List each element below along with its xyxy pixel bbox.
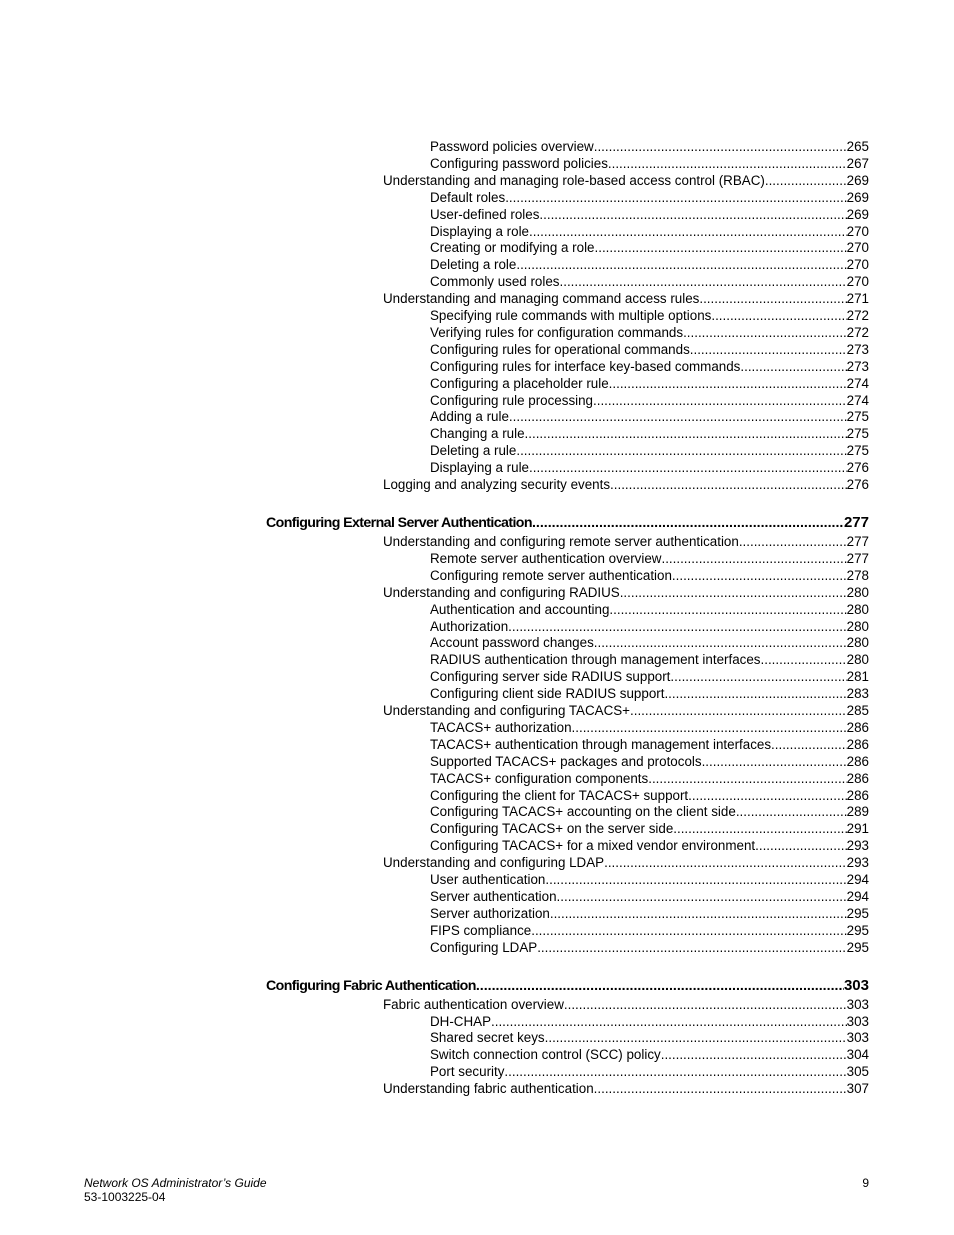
toc-entry-page: 307 bbox=[846, 1081, 869, 1097]
toc-dot-leader bbox=[529, 223, 847, 240]
toc-entry-title: Supported TACACS+ packages and protocols bbox=[430, 753, 702, 769]
toc-entry-title: Configuring server side RADIUS support bbox=[430, 669, 671, 685]
toc-entry[interactable] bbox=[430, 668, 869, 685]
toc-entry[interactable] bbox=[430, 922, 869, 939]
toc-dot-leader bbox=[545, 871, 846, 888]
toc-entry[interactable] bbox=[430, 567, 869, 584]
toc-entry[interactable] bbox=[430, 651, 869, 668]
toc-entry-page: 286 bbox=[846, 736, 869, 752]
toc-entry-page: 293 bbox=[846, 855, 869, 871]
toc-dot-leader bbox=[604, 854, 847, 871]
toc-entry-page: 304 bbox=[846, 1047, 869, 1063]
toc-dot-leader bbox=[711, 307, 846, 324]
toc-dot-leader bbox=[594, 634, 847, 651]
toc-entry-page: 278 bbox=[846, 567, 869, 583]
toc-entry[interactable] bbox=[430, 753, 869, 770]
toc-entry-page: 271 bbox=[846, 291, 869, 307]
toc-dot-leader bbox=[670, 668, 846, 685]
toc-dot-leader bbox=[648, 770, 846, 787]
toc-dot-leader bbox=[609, 375, 847, 392]
toc-entry[interactable] bbox=[430, 736, 869, 753]
toc-entry-page: 303 bbox=[846, 1030, 869, 1046]
toc-entry[interactable] bbox=[430, 341, 869, 358]
toc-entry-page: 272 bbox=[846, 324, 869, 340]
toc-dot-leader bbox=[594, 1080, 847, 1097]
toc-entry[interactable] bbox=[430, 837, 869, 854]
toc-entry-page: 286 bbox=[846, 770, 869, 786]
toc-entry[interactable] bbox=[383, 854, 869, 871]
toc-entry-title: Default roles bbox=[430, 189, 506, 205]
toc-entry-title: Configuring LDAP bbox=[430, 939, 538, 955]
toc-entry-title: Configuring rule processing bbox=[430, 392, 594, 408]
toc-entry[interactable] bbox=[430, 871, 869, 888]
toc-entry-title: TACACS+ authorization bbox=[430, 719, 572, 735]
toc-dot-leader bbox=[688, 787, 847, 804]
toc-entry-page: 267 bbox=[846, 155, 869, 171]
toc-entry[interactable] bbox=[430, 770, 869, 787]
toc-entry[interactable] bbox=[383, 533, 869, 550]
toc-entry-page: 281 bbox=[846, 669, 869, 685]
toc-entry-page: 276 bbox=[846, 460, 869, 476]
toc-dot-leader bbox=[572, 719, 847, 736]
toc-entry-title: Configuring Fabric Authentication bbox=[266, 977, 476, 994]
toc-entry-page: 275 bbox=[846, 426, 869, 442]
toc-entry-title: Server authentication bbox=[430, 888, 557, 904]
toc-dot-leader bbox=[736, 803, 847, 820]
toc-entry-title: Verifying rules for configuration commands bbox=[430, 324, 684, 340]
toc-entry[interactable] bbox=[430, 719, 869, 736]
toc-entry-title: User authentication bbox=[430, 872, 546, 887]
toc-dot-leader bbox=[557, 888, 847, 905]
toc-entry[interactable] bbox=[430, 307, 869, 324]
toc-entry-title: Configuring a placeholder rule bbox=[430, 375, 609, 391]
toc-entry[interactable] bbox=[430, 392, 869, 409]
toc-entry-page: 294 bbox=[846, 872, 869, 887]
toc-dot-leader bbox=[594, 138, 847, 155]
toc-entry[interactable] bbox=[430, 206, 869, 223]
toc-entry[interactable] bbox=[430, 634, 869, 651]
toc-entry-page: 303 bbox=[846, 1013, 869, 1029]
toc-dot-leader bbox=[761, 651, 847, 668]
toc-entry[interactable] bbox=[383, 584, 869, 601]
toc-entry[interactable] bbox=[383, 702, 869, 719]
toc-dot-leader bbox=[672, 567, 847, 584]
toc-entry-title: Displaying a rule bbox=[430, 460, 529, 476]
toc-entry-page: 291 bbox=[846, 821, 869, 837]
toc-entry-title: Configuring remote server authentication bbox=[430, 567, 672, 583]
toc-entry-page: 280 bbox=[846, 635, 869, 651]
toc-entry-page: 277 bbox=[843, 514, 869, 531]
toc-entry[interactable] bbox=[430, 459, 869, 476]
toc-entry[interactable] bbox=[430, 273, 869, 290]
toc-dot-leader bbox=[755, 837, 847, 854]
toc-dot-leader bbox=[690, 341, 847, 358]
toc-entry[interactable] bbox=[383, 290, 869, 307]
toc-entry-title: DH-CHAP bbox=[430, 1013, 492, 1029]
toc-entry-title: User-defined roles bbox=[430, 206, 540, 222]
toc-entry-title: Authorization bbox=[430, 618, 509, 634]
toc-dot-leader bbox=[504, 1063, 846, 1080]
toc-entry[interactable] bbox=[383, 996, 869, 1013]
toc-entry-page: 280 bbox=[846, 618, 869, 634]
toc-entry-page: 276 bbox=[846, 477, 869, 492]
toc-entry-title: Configuring password policies bbox=[430, 155, 608, 171]
toc-entry[interactable] bbox=[430, 442, 869, 459]
toc-dot-leader bbox=[516, 442, 846, 459]
toc-entry-title: Server authorization bbox=[430, 905, 550, 921]
toc-entry-page: 286 bbox=[846, 719, 869, 735]
toc-entry[interactable] bbox=[383, 1080, 869, 1097]
toc-entry-page: 293 bbox=[846, 838, 869, 854]
toc-entry[interactable] bbox=[430, 1063, 869, 1080]
toc-entry-title: Creating or modifying a role bbox=[430, 240, 595, 256]
toc-dot-leader bbox=[664, 685, 846, 702]
toc-entry-page: 295 bbox=[846, 905, 869, 921]
toc-entry-page: 270 bbox=[846, 257, 869, 273]
toc-dot-leader bbox=[531, 922, 846, 939]
toc-entry-title: Switch connection control (SCC) policy bbox=[430, 1047, 661, 1063]
toc-dot-leader bbox=[702, 753, 847, 770]
toc-entry[interactable] bbox=[383, 172, 869, 189]
toc-entry[interactable] bbox=[430, 425, 869, 442]
toc-entry-title: Logging and analyzing security events bbox=[383, 477, 611, 492]
toc-entry-page: 295 bbox=[846, 922, 869, 938]
toc-entry-page: 270 bbox=[846, 223, 869, 239]
toc-chapter-entry[interactable] bbox=[266, 977, 869, 995]
toc-entry-title: RADIUS authentication through management interfaces bbox=[430, 652, 761, 668]
toc-entry-title: Deleting a role bbox=[430, 257, 517, 273]
toc-entry-page: 280 bbox=[846, 601, 869, 617]
toc-dot-leader bbox=[529, 459, 847, 476]
toc-entry-page: 295 bbox=[846, 939, 869, 955]
toc-entry-page: 274 bbox=[846, 375, 869, 391]
toc-dot-leader bbox=[683, 324, 847, 341]
toc-entry[interactable] bbox=[430, 239, 869, 256]
toc-entry-title: Fabric authentication overview bbox=[383, 996, 564, 1012]
toc-entry-page: 277 bbox=[846, 550, 869, 566]
footer-doc-info bbox=[84, 1176, 267, 1204]
toc-entry-title: Configuring TACACS+ on the server side bbox=[430, 821, 674, 837]
toc-entry[interactable] bbox=[430, 905, 869, 922]
toc-entry-title: Configuring External Server Authentication bbox=[266, 515, 532, 531]
toc-entry-title: Shared secret keys bbox=[430, 1030, 545, 1046]
toc-entry-page: 265 bbox=[846, 139, 869, 154]
toc-entry-title: Configuring TACACS+ for a mixed vendor environment bbox=[430, 838, 756, 854]
toc-entry-page: 289 bbox=[846, 804, 869, 820]
toc-entry[interactable] bbox=[430, 803, 869, 820]
toc-entry[interactable] bbox=[430, 550, 869, 567]
toc-entry[interactable] bbox=[430, 1046, 869, 1063]
toc-dot-leader bbox=[771, 736, 847, 753]
toc-entry-page: 303 bbox=[843, 976, 869, 994]
toc-entry[interactable] bbox=[430, 820, 869, 837]
toc-entry-title: Password policies overview bbox=[430, 139, 594, 154]
toc-dot-leader bbox=[593, 392, 847, 409]
toc-entry-page: 272 bbox=[846, 308, 869, 323]
toc-entry[interactable] bbox=[430, 939, 869, 956]
toc-entry[interactable] bbox=[383, 476, 869, 493]
toc-entry-page: 280 bbox=[846, 652, 869, 668]
toc-entry[interactable] bbox=[430, 685, 869, 702]
toc-entry[interactable] bbox=[430, 189, 869, 206]
toc-entry-title: TACACS+ configuration components bbox=[430, 770, 649, 786]
toc-entry-page: 274 bbox=[846, 392, 869, 408]
toc-entry-page: 280 bbox=[846, 584, 869, 600]
toc-dot-leader bbox=[491, 1013, 847, 1030]
toc-dot-leader bbox=[739, 533, 847, 550]
toc-entry-title: Specifying rule commands with multiple options bbox=[430, 308, 712, 323]
toc-entry[interactable] bbox=[430, 1029, 869, 1046]
toc-entry[interactable] bbox=[430, 408, 869, 425]
toc-entry-title: FIPS compliance bbox=[430, 922, 532, 938]
toc-entry-title: Configuring TACACS+ accounting on the client side bbox=[430, 804, 736, 820]
toc-entry-page: 273 bbox=[846, 341, 869, 357]
toc-entry-page: 270 bbox=[846, 274, 869, 290]
toc-dot-leader bbox=[595, 239, 847, 256]
toc-dot-leader bbox=[630, 702, 847, 719]
toc-entry-page: 269 bbox=[846, 172, 869, 188]
toc-entry-page: 294 bbox=[846, 888, 869, 904]
toc-dot-leader bbox=[560, 273, 847, 290]
toc-entry[interactable] bbox=[430, 324, 869, 341]
toc-dot-leader bbox=[620, 584, 847, 601]
toc-dot-leader bbox=[509, 408, 847, 425]
toc-entry[interactable] bbox=[430, 375, 869, 392]
toc-entry-page: 305 bbox=[846, 1064, 869, 1080]
toc-entry-title: Authentication and accounting bbox=[430, 601, 610, 617]
toc-dot-leader bbox=[505, 189, 846, 206]
toc-dot-leader bbox=[550, 905, 847, 922]
toc-entry[interactable] bbox=[430, 155, 869, 172]
toc-entry[interactable] bbox=[430, 223, 869, 240]
toc-dot-leader bbox=[673, 820, 846, 837]
toc-entry-title: Configuring rules for interface key-based commands bbox=[430, 358, 741, 374]
toc-entry-title: Configuring the client for TACACS+ support bbox=[430, 787, 689, 803]
toc-entry[interactable] bbox=[430, 138, 869, 155]
toc-entry-page: 286 bbox=[846, 753, 869, 769]
toc-entry-page: 275 bbox=[846, 443, 869, 459]
toc-entry[interactable] bbox=[430, 358, 869, 375]
footer-doc-number: 53-1003225-04 bbox=[84, 1190, 166, 1204]
toc-dot-leader bbox=[532, 515, 844, 532]
toc-entry-title: Understanding and configuring TACACS+ bbox=[383, 703, 631, 718]
toc-entry[interactable] bbox=[430, 618, 869, 635]
toc-entry[interactable] bbox=[430, 787, 869, 804]
toc-dot-leader bbox=[740, 358, 846, 375]
toc-entry-page: 269 bbox=[846, 189, 869, 205]
toc-entry[interactable] bbox=[430, 1013, 869, 1030]
toc-entry-title: Configuring rules for operational commands bbox=[430, 341, 690, 357]
toc-dot-leader bbox=[516, 256, 846, 273]
toc-entry-title: Understanding fabric authentication bbox=[383, 1081, 594, 1097]
toc-entry-title: Changing a rule bbox=[430, 426, 525, 442]
toc-dot-leader bbox=[508, 618, 846, 635]
toc-dot-leader bbox=[609, 601, 846, 618]
toc-entry-page: 285 bbox=[846, 703, 869, 718]
footer-page-number: 9 bbox=[862, 1176, 869, 1190]
toc-entry-page: 277 bbox=[846, 534, 869, 549]
toc-entry[interactable] bbox=[430, 888, 869, 905]
toc-entry-page: 286 bbox=[846, 787, 869, 803]
toc-dot-leader bbox=[610, 476, 847, 493]
toc-entry-title: Account password changes bbox=[430, 635, 594, 651]
toc-dot-leader bbox=[699, 290, 846, 307]
toc-dot-leader bbox=[476, 978, 844, 995]
toc-dot-leader bbox=[539, 206, 846, 223]
toc-dot-leader bbox=[564, 996, 847, 1013]
toc-entry-page: 283 bbox=[846, 686, 869, 702]
toc-entry[interactable] bbox=[430, 256, 869, 273]
toc-entry-page: 270 bbox=[846, 240, 869, 256]
toc-dot-leader bbox=[525, 425, 847, 442]
toc-entry-title: Displaying a role bbox=[430, 223, 529, 239]
toc-dot-leader bbox=[608, 155, 847, 172]
toc-entry-title: Understanding and configuring LDAP bbox=[383, 855, 605, 871]
toc-entry-title: TACACS+ authentication through management interfaces bbox=[430, 736, 772, 752]
toc-entry[interactable] bbox=[430, 601, 869, 618]
toc-entry-page: 273 bbox=[846, 358, 869, 374]
toc-entry-title: Understanding and managing role-based access control (RBAC) bbox=[383, 172, 765, 188]
toc-entry-title: Commonly used roles bbox=[430, 274, 560, 290]
toc-entry-title: Understanding and configuring remote server authentication bbox=[383, 534, 739, 549]
toc-chapter-entry[interactable] bbox=[266, 514, 869, 532]
toc-dot-leader bbox=[545, 1029, 847, 1046]
toc-entry-title: Adding a rule bbox=[430, 409, 509, 425]
toc-dot-leader bbox=[765, 172, 847, 189]
toc-entry-page: 303 bbox=[846, 996, 869, 1012]
toc-dot-leader bbox=[661, 550, 846, 567]
toc-entry-title: Understanding and configuring RADIUS bbox=[383, 584, 620, 600]
toc-entry-title: Deleting a rule bbox=[430, 443, 517, 459]
toc-entry-page: 269 bbox=[846, 206, 869, 222]
footer-doc-title: Network OS Administrator’s Guide bbox=[84, 1176, 267, 1190]
toc-dot-leader bbox=[661, 1046, 847, 1063]
toc-entry-title: Port security bbox=[430, 1064, 505, 1080]
toc-dot-leader bbox=[537, 939, 846, 956]
toc-entry-title: Understanding and managing command access rules bbox=[383, 291, 700, 307]
toc-entry-title: Remote server authentication overview bbox=[430, 550, 662, 566]
toc-entry-page: 275 bbox=[846, 409, 869, 425]
toc-entry-title: Configuring client side RADIUS support bbox=[430, 686, 665, 702]
